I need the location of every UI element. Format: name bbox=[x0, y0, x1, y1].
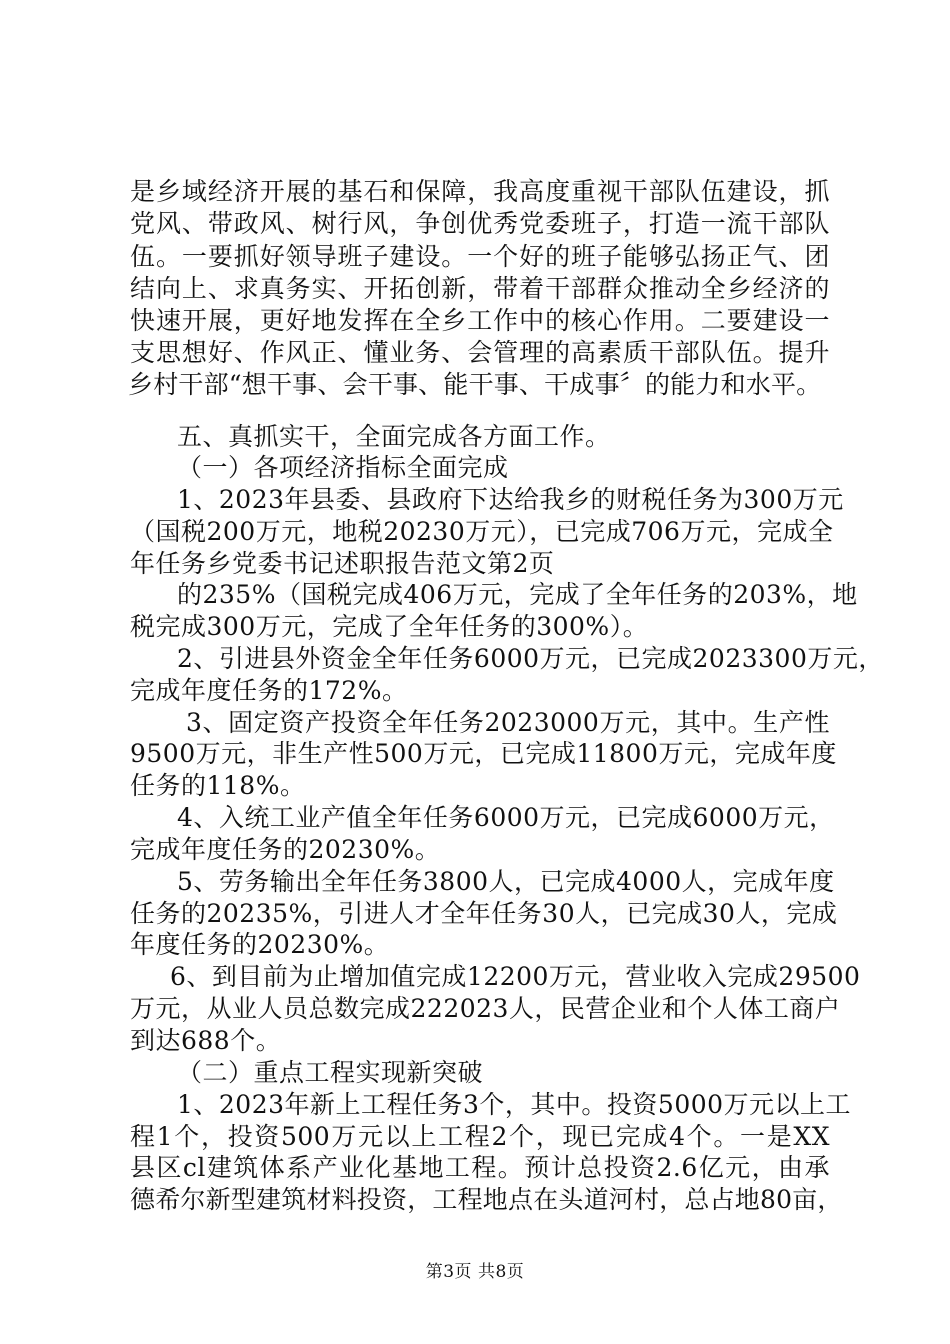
list-item-line: 税完成300万元，完成了全年任务的300%）。 bbox=[130, 612, 649, 641]
list-item-line: 任务的20235%，引进人才全年任务30人，已完成30人，完成 bbox=[130, 899, 838, 928]
paragraph-line: 支思想好、作风正、懂业务、会管理的高素质干部队伍。提升 bbox=[130, 338, 830, 367]
subsection-heading: （二）重点工程实现新突破 bbox=[177, 1058, 484, 1087]
paragraph-line: 是乡域经济开展的基石和保障，我高度重视干部队伍建设，抓 bbox=[130, 177, 830, 206]
list-item-line: 程1个，投资500万元以上工程2个，现已完成4个。一是XX bbox=[130, 1122, 830, 1151]
paragraph-line: 乡村干部“想干事、会干事、能干事、干成事〞的能力和水平。 bbox=[128, 370, 822, 399]
paragraph-line: 党风、带政风、树行风，争创优秀党委班子，打造一流干部队 bbox=[130, 209, 830, 238]
paragraph-line: 结向上、求真务实、开拓创新，带着干部群众推动全乡经济的 bbox=[130, 274, 830, 303]
list-item-line: 1、2023年县委、县政府下达给我乡的财税任务为300万元 bbox=[177, 485, 844, 514]
list-item-line: 完成年度任务的20230%。 bbox=[130, 835, 441, 864]
list-item-line: 年度任务的20230%。 bbox=[130, 930, 390, 959]
list-item-line: 万元，从业人员总数完成222023人，民营企业和个人体工商户 bbox=[130, 994, 841, 1023]
list-item-line: 1、2023年新上工程任务3个，其中。投资5000万元以上工 bbox=[177, 1090, 852, 1119]
list-item-line: 2、引进县外资金全年任务6000万元，已完成2023300万元， bbox=[177, 644, 884, 673]
list-item-line: 3、固定资产投资全年任务2023000万元，其中。生产性 bbox=[186, 708, 830, 737]
list-item-line: （国税200万元，地税20230万元），已完成706万元，完成全 bbox=[130, 517, 834, 546]
list-item-line: 5、劳务输出全年任务3800人，已完成4000人，完成年度 bbox=[177, 867, 835, 896]
list-item-line: 4、入统工业产值全年任务6000万元，已完成6000万元， bbox=[177, 803, 835, 832]
subsection-heading: （一）各项经济指标全面完成 bbox=[177, 453, 509, 482]
list-item-line: 县区cl建筑体系产业化基地工程。预计总投资2.6亿元，由承 bbox=[130, 1153, 830, 1182]
list-item-line: 年任务乡党委书记述职报告范文第2页 bbox=[130, 549, 555, 578]
paragraph-line: 伍。一要抓好领导班子建设。一个好的班子能够弘扬正气、团 bbox=[130, 242, 830, 271]
list-item-line: 6、到目前为止增加值完成12200万元，营业收入完成29500 bbox=[170, 962, 861, 991]
list-item-line: 完成年度任务的172%。 bbox=[130, 676, 408, 705]
page-number-footer: 第3页 共8页 bbox=[425, 1262, 525, 1282]
section-heading: 五、真抓实干，全面完成各方面工作。 bbox=[177, 422, 611, 451]
list-item-line: 任务的118%。 bbox=[130, 771, 306, 800]
list-item-line: 德希尔新型建筑材料投资，工程地点在头道河村，总占地80亩， bbox=[130, 1185, 843, 1214]
paragraph-line: 快速开展，更好地发挥在全乡工作中的核心作用。二要建设一 bbox=[130, 306, 830, 335]
list-item-line: 到达688个。 bbox=[130, 1026, 282, 1055]
list-item-line: 9500万元，非生产性500万元，已完成11800万元，完成年度 bbox=[130, 739, 837, 768]
list-item-line: 的235%（国税完成406万元，完成了全年任务的203%，地 bbox=[177, 580, 858, 609]
